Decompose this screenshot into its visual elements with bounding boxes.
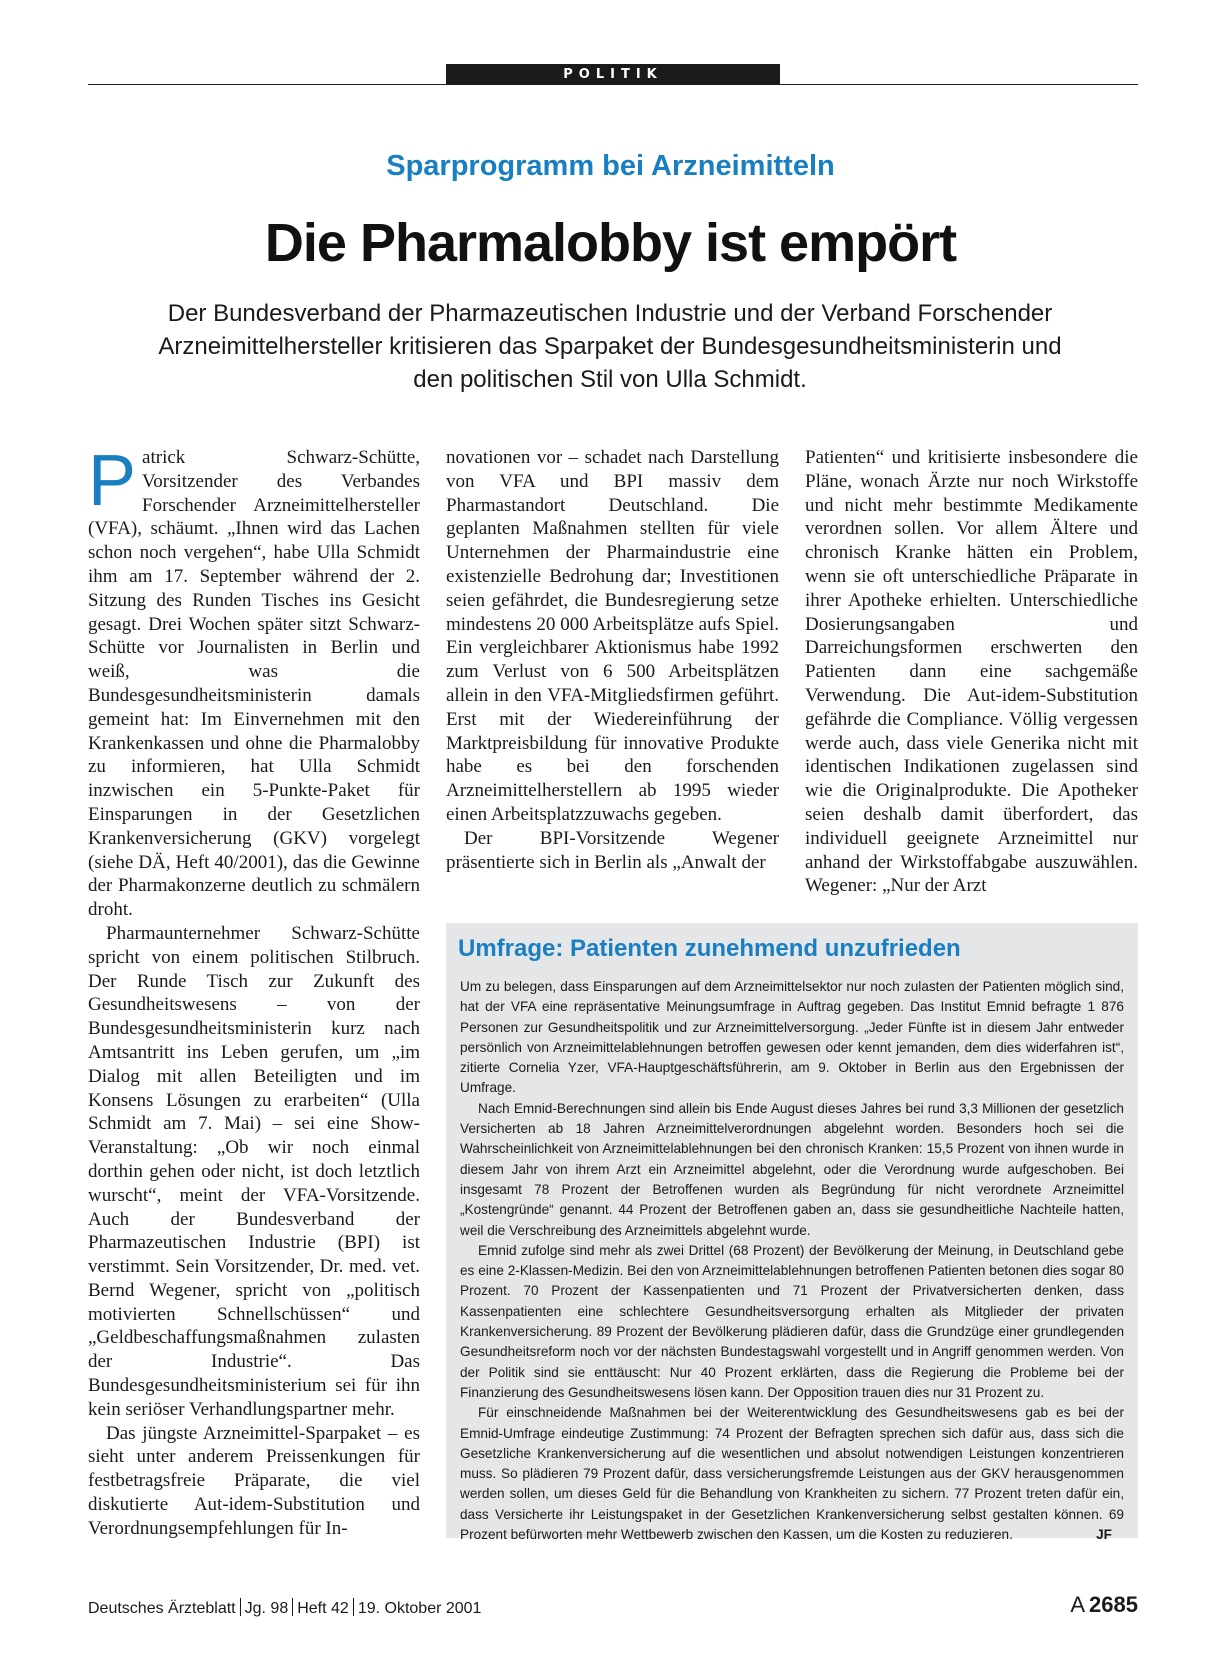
article-lead: Der Bundesverband der Pharmazeutischen Industrie und der Verband Forschender Arzneimittelhersteller kritisieren das Sparpaket der Bundesgesundheitsministerin und den politischen Stil von Ulla Schmidt. — [158, 300, 1062, 393]
paragraph: Der BPI-Vorsitzende Wegener präsentierte sich in Berlin als „Anwalt der — [446, 827, 779, 873]
article-column-3 — [805, 446, 1138, 898]
footer-divider — [353, 1598, 354, 1616]
box-paragraph-text: Für einschneidende Maßnahmen bei der Weiterentwicklung des Gesundheitswesens gab es bei der Emnid-Umfrage eindeutige Zustimmung: 74 Prozent der Befragten sprechen sich dafür aus, dass sich die Gesetzliche Krankenversicherung auf die wesentlichen und absolut notwendigen Leistungen konzentrieren muss. So plädieren 79 Prozent dafür, dass versicherungsfremde Leistungen aus der GKV herausgenommen werden sollen, um dieses Geld für die Behandlung von Krankheiten zu sichern. 77 Prozent treten dafür ein, dass Versicherte ihr Leistungspaket in der Gesetzlichen Krankenversicherung selbst gestalten können. 69 Prozent befürworten mehr Wettbewerb zwischen den Kassen, um die Kosten zu reduzieren. — [460, 1405, 1124, 1543]
page-footer — [88, 1598, 481, 1618]
article-kicker: Sparprogramm bei Arzneimitteln — [386, 150, 835, 182]
page-prefix: A — [1070, 1592, 1086, 1617]
paragraph — [88, 441, 420, 922]
article-column-2 — [446, 446, 779, 874]
paragraph: Pharmaunternehmer Schwarz-Schütte spricht von einem politischen Stilbruch. Der Runde Tisch zur Zukunft des Gesundheitswesens – von der Bundesgesundheitsministerin kurz nach Amtsantritt ins Leben gerufen, um „im Dialog mit allen Beteiligten und im Konsens Lösungen zu erarbeiten“ (Ulla Schmidt am 7. Mai) – sei eine Show-Veranstaltung: „Ob wir noch einmal dorthin gehen oder nicht, ist doch letztlich wurscht“, meint der VFA-Vorsitzende. Auch der Bundesverband der Pharmazeutischen Industrie (BPI) ist verstimmt. Sein Vorsitzender, Dr. med. vet. Bernd Wegener, spricht von „politisch motivierten Schnellschüssen“ und „Geldbeschaffungsmaßnahmen zulasten der Industrie“. Das Bundesgesundheitsministerium sei für ihn kein seriöser Verhandlungspartner mehr. — [88, 922, 420, 1420]
box-paragraph — [460, 1403, 1124, 1545]
box-body — [460, 977, 1124, 1545]
page-number — [1070, 1592, 1138, 1618]
article-column-1 — [88, 441, 420, 1541]
footer-divider — [240, 1598, 241, 1616]
drop-cap: P — [88, 441, 137, 521]
author-signature: JF — [1096, 1527, 1112, 1543]
footer-divider — [292, 1598, 293, 1616]
paragraph: novationen vor – schadet nach Darstellung von VFA und BPI massiv dem Pharmastandort Deutschland. Die geplanten Maßnahmen stellten für viele Unternehmen der Pharmaindustrie eine existenzielle Bedrohung dar; Investitionen seien gefährdet, die Bundesregierung setze mindestens 20 000 Arbeitsplätze aufs Spiel. Ein vergleichbarer Aktionismus habe 1992 zum Verlust von 6 500 Arbeitsplätzen allein in den VFA-Mitgliedsfirmen geführt. Erst mit der Wiedereinführung der Marktpreisbildung für innovative Produkte habe es bei den forschenden Arzneimittelherstellern ab 1995 wieder einen Arbeitsplatzzuwachs gegeben. — [446, 447, 779, 825]
journal-date: 19. Oktober 2001 — [357, 1600, 482, 1617]
paragraph: Das jüngste Arzneimittel-Sparpaket – es sieht unter anderem Preissenkungen für festbetragsfreie Präparate, die viel diskutierte Aut-idem-Substitution und Verordnungsempfehlungen für In- — [88, 1422, 420, 1539]
box-paragraph: Um zu belegen, dass Einsparungen auf dem Arzneimittelsektor nur noch zulasten der Patienten möglich sind, hat der VFA eine repräsentative Meinungsumfrage in Auftrag gegeben. Das Institut Emnid befragte 1 876 Personen zur Gesundheitspolitik und zur Arzneimittelversorgung. „Jeder Fünfte ist in diesem Jahr entweder persönlich von Arzneimittelablehnungen betroffen gewesen oder kennt jemanden, dem dies widerfahren ist“, zitierte Cornelia Yzer, VFA-Hauptgeschäftsführerin, am 9. Oktober in Berlin aus den Ergebnissen der Umfrage. — [460, 979, 1124, 1096]
box-paragraph: Nach Emnid-Berechnungen sind allein bis Ende August dieses Jahres bei rund 3,3 Millionen der gesetzlich Versicherten ab 18 Jahren Arzneimittelverordnungen abgelehnt worden. Besonders hoch sei die Wahrscheinlichkeit von Arzneimittelablehnungen bei den chronisch Kranken: 15,5 Prozent von ihnen wurde in diesem Jahr von ihrem Arzt ein Arzneimittel abgelehnt, oder die Verordnung wurde aufgeschoben. Bei insgesamt 78 Prozent der Betroffenen wurden als Begründung für nicht verordnete Arzneimittel „Kostengründe“ genannt. 44 Prozent der Betroffenen gaben an, dass sie gesundheitliche Nachteile hatten, weil die Verschreibung des Arzneimittels abgelehnt wurde. — [460, 1100, 1124, 1238]
journal-name: Deutsches Ärzteblatt — [88, 1600, 236, 1617]
section-label: POLITIK — [446, 64, 780, 85]
paragraph: Patienten“ und kritisierte insbesondere die Pläne, wonach Ärzte nur noch Wirkstoffe und nicht mehr bestimmte Medikamente verordnen sollen. Vor allem Ältere und chronisch Kranke hätten ein Problem, wenn sie oft unterschiedliche Präparate in ihrer Apotheke erhielten. Unterschiedliche Dosierungsangaben und Darreichungsformen erschwerten den Patienten dann eine sachgemäße Verwendung. Die Aut-idem-Substitution gefährde die Compliance. Völlig vergessen werde auch, dass viele Generika nicht mit identischen Indikationen zugelassen sind wie die Originalprodukte. Die Apotheker seien deshalb damit überfordert, das individuell geeignete Arzneimittel nur anhand der Wirkstoffabgabe auszuwählen. Wegener: „Nur der Arzt — [805, 447, 1138, 897]
page-number-value: 2685 — [1089, 1592, 1138, 1617]
survey-sidebar-box — [446, 923, 1138, 1543]
box-paragraph: Emnid zufolge sind mehr als zwei Drittel (68 Prozent) der Bevölkerung der Meinung, in Deutschland gebe es eine 2-Klassen-Medizin. Bei den von Arzneimittelablehnungen betroffenen Patienten betonen dies sogar 80 Prozent. 70 Prozent der Kassenpatienten und 71 Prozent der Privatversicherten denken, dass Kassenpatienten eine schlechtere Gesundheitsversorgung erhalten als Mitglieder der privaten Krankenversicherung. 89 Prozent der Bevölkerung plädieren dafür, dass die Grundzüge einer grundlegenden Gesundheitsreform noch vor der nächsten Bundestagswahl vorgestellt und in Angriff genommen werden. Von der Politik sind sie enttäuscht: Nur 40 Prozent erklärten, dass die Regierung die Probleme bei der Finanzierung des Gesundheitswesens lösen kann. Der Opposition trauen dies nur 31 Prozent zu. — [460, 1242, 1124, 1400]
paragraph-text: atrick Schwarz-Schütte, Vorsitzender des Verbandes Forschender Arzneimittelhersteller (VFA), schäumt. „Ihnen wird das Lachen schon noch vergehen“, habe Ulla Schmidt ihm am 17. September während der 2. Sitzung des Runden Tisches ins Gesicht gesagt. Drei Wochen später sitzt Schwarz-Schütte vor Journalisten in Berlin und weiß, was die Bundesgesundheitsministerin damals gemeint hat: Im Einvernehmen mit den Krankenkassen und ohne die Pharmalobby zu informieren, hat Ulla Schmidt inzwischen ein 5-Punkte-Paket für Einsparungen in der Gesetzlichen Krankenversicherung (GKV) vorgelegt (siehe DÄ, Heft 40/2001), das die Gewinne der Pharmakonzerne deutlich zu schmälern droht. — [88, 447, 420, 921]
journal-volume: Jg. 98 — [244, 1600, 289, 1617]
box-title: Umfrage: Patienten zunehmend unzufrieden — [458, 935, 961, 962]
article-title: Die Pharmalobby ist empört — [264, 213, 957, 273]
journal-issue: Heft 42 — [297, 1600, 349, 1617]
